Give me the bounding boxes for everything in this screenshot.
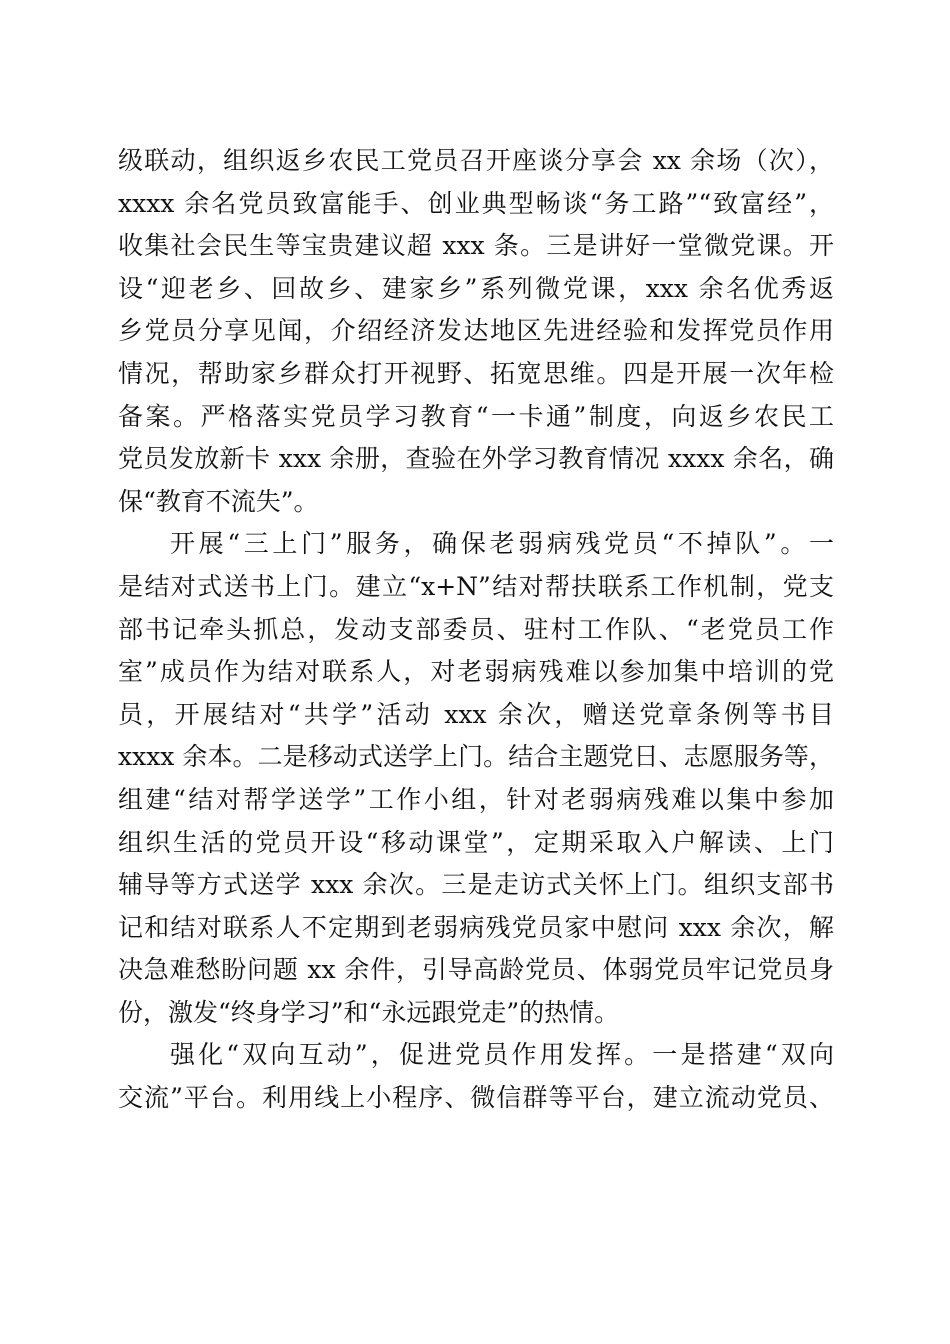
line-text: 收集社会民生等宝贵建议超 xxx 条。三是讲好一堂微党课。开: [118, 231, 834, 261]
text-line: [118, 651, 834, 694]
text-line: [118, 566, 834, 609]
text-line: [118, 481, 834, 524]
line-text: 交流”平台。利用线上小程序、微信群等平台，建立流动党员、: [118, 1083, 834, 1113]
line-text: 是结对式送书上门。建立“x+N”结对帮扶联系工作机制，党支: [118, 571, 834, 601]
line-text: 组织生活的党员开设“移动课堂”，定期采取入户解读、上门: [118, 827, 834, 857]
line-text: 备案。严格落实党员学习教育“一卡通”制度，向返乡农民工: [118, 401, 834, 431]
text-line: [118, 353, 834, 396]
text-line: [118, 864, 834, 907]
line-text: 决急难愁盼问题 xx 余件，引导高龄党员、体弱党员牢记党员身: [118, 955, 834, 985]
text-line: [118, 907, 834, 950]
line-text: 份，激发“终身学习”和“永远跟党走”的热情。: [118, 997, 620, 1027]
text-line: [118, 225, 834, 268]
paragraph-first-line: 强化“双向互动”，促进党员作用发挥。一是搭建“双向: [170, 1040, 834, 1070]
line-text: 辅导等方式送学 xxx 余次。三是走访式关怀上门。组织支部书: [118, 870, 834, 900]
text-line: [118, 1077, 834, 1120]
line-text: 组建“结对帮学送学”工作小组，针对老弱病残难以集中参加: [118, 784, 834, 814]
line-text: 保“教育不流失”。: [118, 486, 319, 516]
text-line: [118, 1034, 834, 1077]
line-text: 记和结对联系人不定期到老弱病残党员家中慰问 xxx 余次，解: [118, 912, 834, 942]
text-line: [118, 268, 834, 311]
text-line: [118, 396, 834, 439]
text-line: [118, 183, 834, 226]
line-text: 室”成员作为结对联系人，对老弱病残难以参加集中培训的党: [118, 657, 834, 687]
line-text: xxxx 余名党员致富能手、创业典型畅谈“务工路”“致富经”，: [118, 188, 834, 218]
line-text: 党员发放新卡 xxx 余册，查验在外学习教育情况 xxxx 余名，确: [118, 444, 834, 474]
text-line: [118, 822, 834, 865]
text-line: [118, 992, 834, 1035]
text-line: [118, 736, 834, 779]
text-line: [118, 609, 834, 652]
document-body: [118, 140, 834, 1120]
line-text: 乡党员分享见闻，介绍经济发达地区先进经验和发挥党员作用: [118, 316, 834, 346]
line-text: 员，开展结对“共学”活动 xxx 余次，赠送党章条例等书目: [118, 699, 834, 729]
line-text: 设“迎老乡、回故乡、建家乡”系列微党课，xxx 余名优秀返: [118, 273, 834, 303]
text-line: [118, 694, 834, 737]
line-text: 情况，帮助家乡群众打开视野、拓宽思维。四是开展一次年检: [118, 358, 834, 388]
text-line: [118, 438, 834, 481]
text-line: [118, 523, 834, 566]
text-line: [118, 310, 834, 353]
text-line: [118, 140, 834, 183]
paragraph-first-line: 开展“三上门”服务，确保老弱病残党员“不掉队”。一: [170, 529, 834, 559]
text-line: [118, 949, 834, 992]
text-line: [118, 779, 834, 822]
line-text: xxxx 余本。二是移动式送学上门。结合主题党日、志愿服务等，: [118, 742, 834, 772]
line-text: 级联动，组织返乡农民工党员召开座谈分享会 xx 余场（次），: [118, 146, 834, 175]
line-text: 部书记牵头抓总，发动支部委员、驻村工作队、“老党员工作: [118, 614, 834, 644]
